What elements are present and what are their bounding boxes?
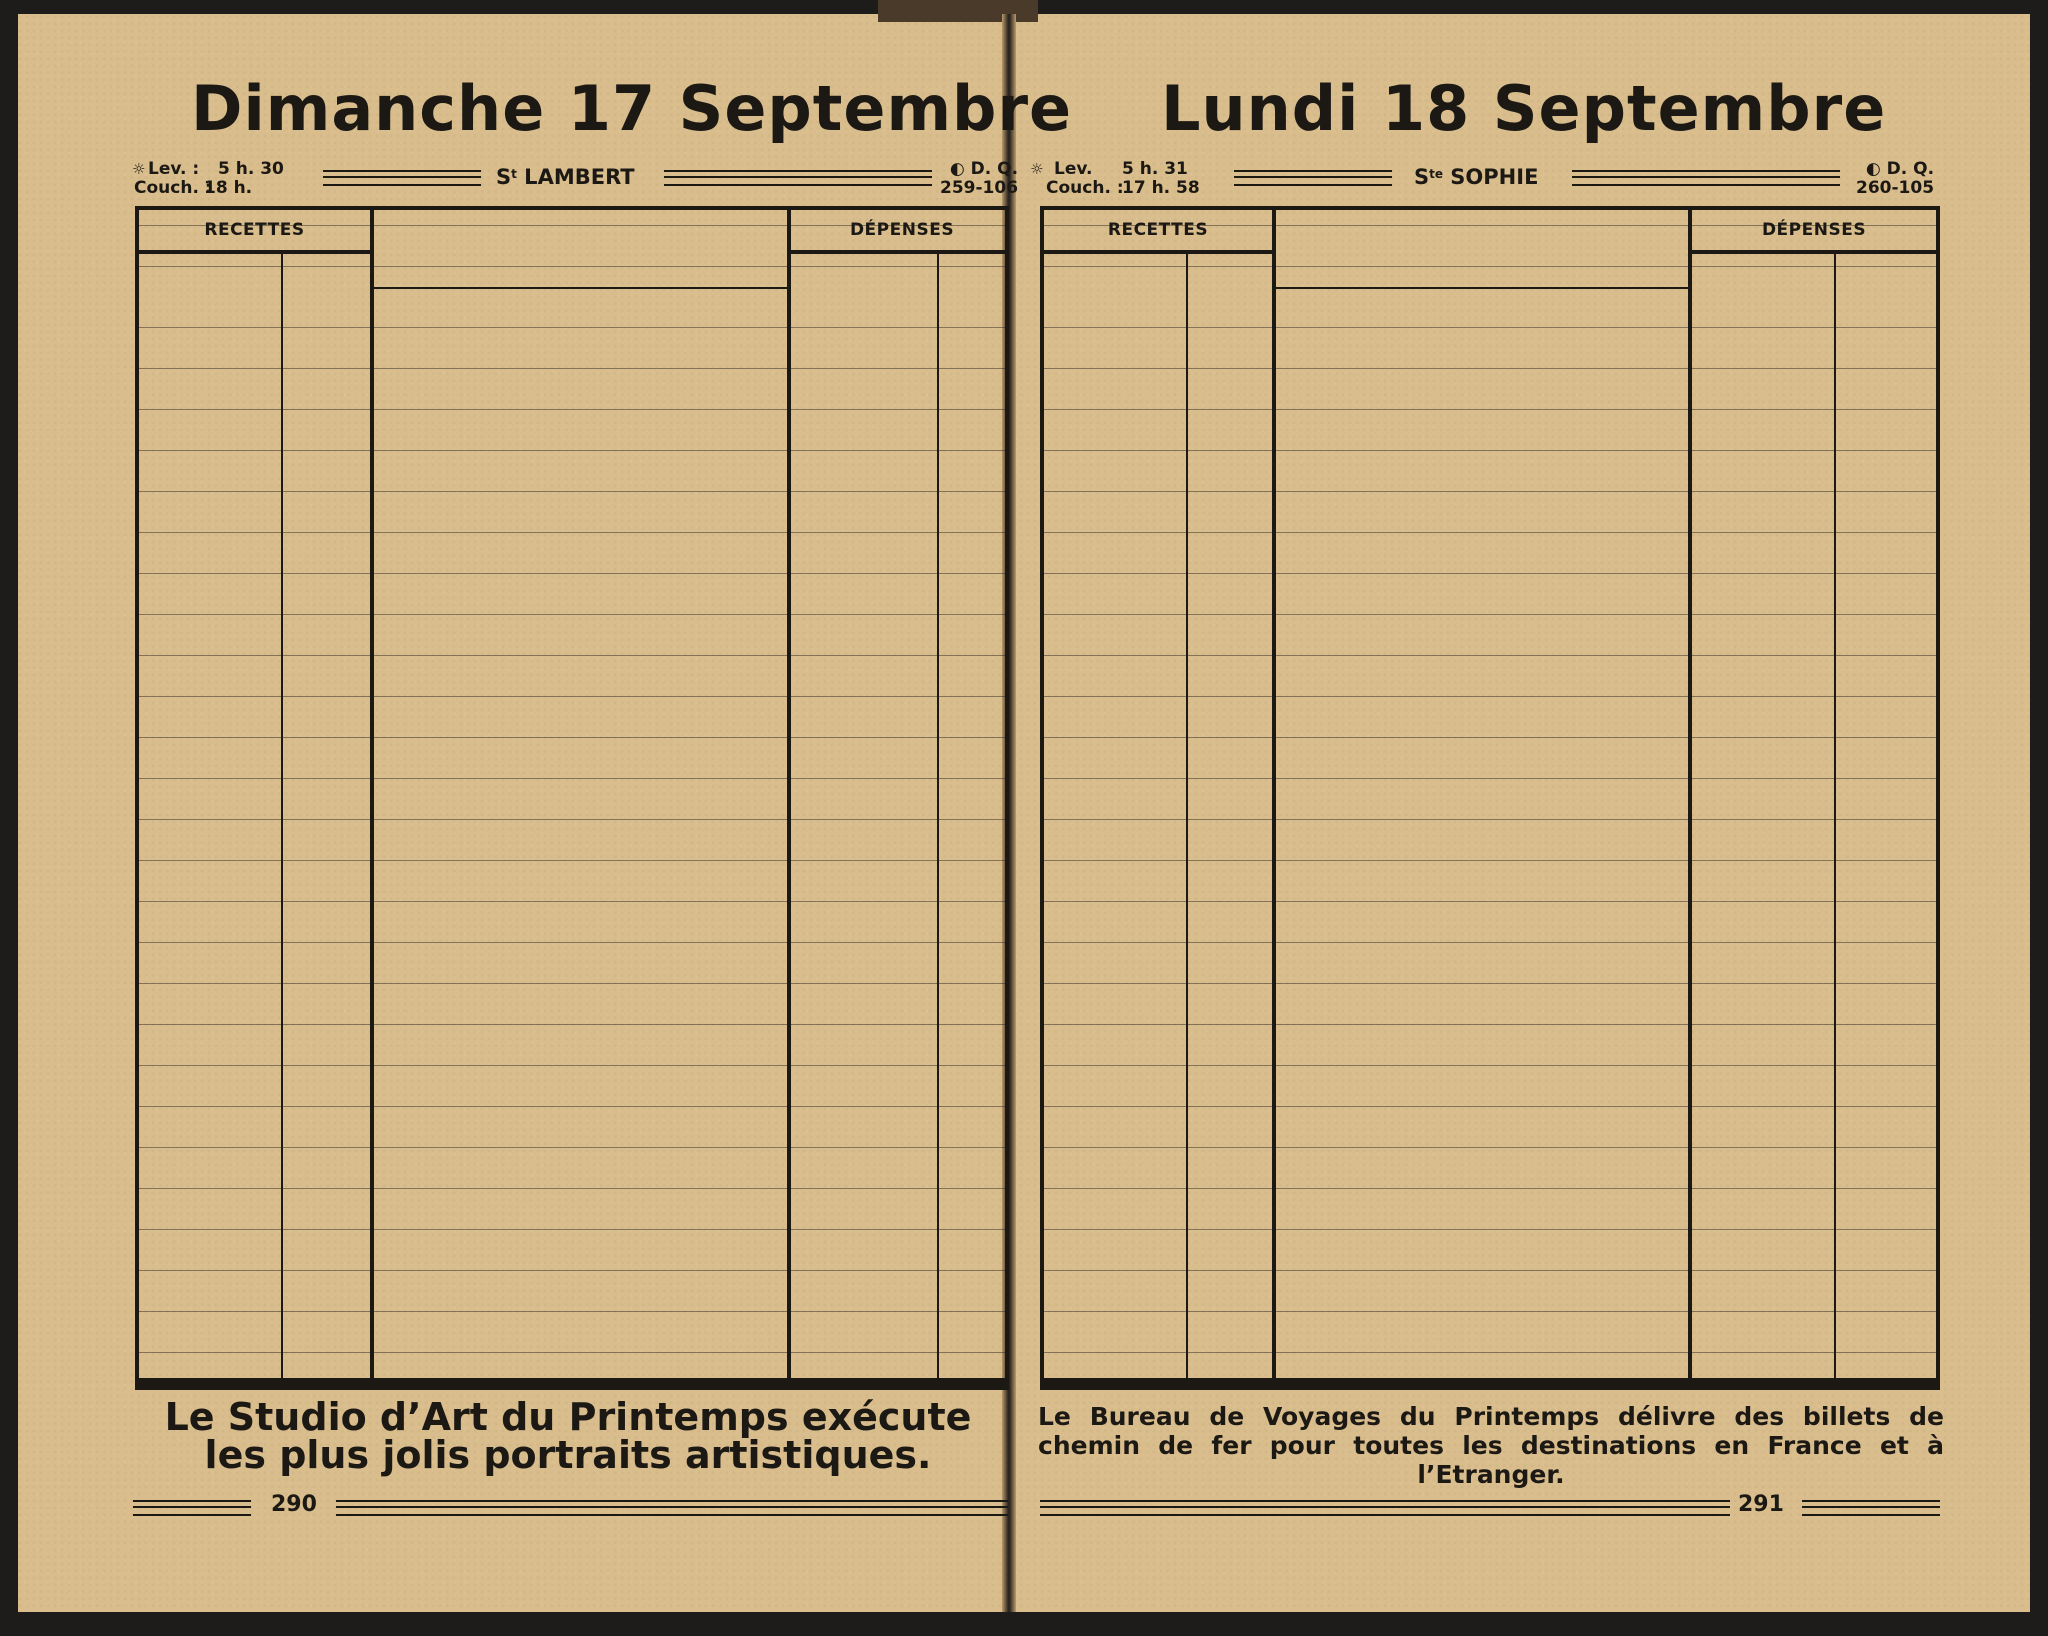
saint-of-day (1414, 165, 1538, 189)
saint-name: SOPHIE (1443, 165, 1539, 189)
page-date-title: Lundi 18 Septembre (1161, 72, 1887, 145)
ornamental-rule (664, 170, 932, 186)
sunrise-time: 5 h. 30 (218, 159, 284, 179)
sunrise-label: Lev. (1054, 159, 1093, 179)
header-underline (1044, 250, 1272, 254)
receipts-subcolumn-line (281, 254, 283, 1378)
notes-top-rule (374, 287, 787, 289)
header-underline (787, 250, 1009, 254)
accounts-table (135, 206, 1009, 1390)
sunrise-label: Lev. : (148, 159, 200, 179)
ornamental-rule (323, 170, 481, 186)
day-numbers: 260-105 (1856, 178, 1935, 198)
sunset-row (1046, 179, 1200, 198)
sun-icon: ☼ (1030, 160, 1044, 178)
sunrise-time: 5 h. 31 (1122, 159, 1188, 179)
advertisement (128, 1395, 1008, 1477)
moon-label: ◐ D. Q. (1865, 159, 1935, 179)
page-date-title: Dimanche 17 Septembre (191, 72, 1073, 145)
sunset-label: Couch. : (1046, 178, 1124, 198)
receipts-header: RECETTES (204, 220, 305, 240)
ornamental-rule (1234, 170, 1392, 186)
footer-rule (336, 1500, 1008, 1516)
sunrise-row (1046, 160, 1200, 179)
advertisement: Le Bureau de Voyages du Printemps délivre des billets de chemin de fer pour toutes les destinations en France et à l’Etranger. (1038, 1402, 1944, 1489)
receipts-header: RECETTES (1107, 220, 1209, 240)
sunrise-row (148, 160, 284, 179)
footer-rule (1040, 1500, 1730, 1516)
saint-prefix: S (496, 165, 512, 189)
receipts-subcolumn-line (1186, 254, 1188, 1378)
ornamental-rule (1572, 170, 1840, 186)
sun-times (132, 159, 284, 198)
column-divider (370, 210, 374, 1378)
expenses-subcolumn-line (1834, 254, 1836, 1378)
column-divider (787, 210, 791, 1378)
footer-rule (133, 1500, 251, 1516)
sun-times (1030, 159, 1200, 198)
column-divider (1688, 210, 1692, 1378)
expenses-header: DÉPENSES (1761, 220, 1867, 240)
notes-top-rule (1276, 287, 1688, 289)
expenses-subcolumn-line (937, 254, 939, 1378)
ad-line-2: les plus jolis portraits artistiques. (204, 1433, 932, 1477)
left-page (18, 14, 1073, 1612)
right-page (1016, 14, 2030, 1612)
accounts-table (1040, 206, 1940, 1390)
saint-name: LAMBERT (516, 165, 635, 189)
saint-suffix: te (1429, 167, 1443, 181)
moon-label: ◐ D. Q. (949, 159, 1019, 179)
saint-suffix: t (511, 167, 517, 181)
expenses-header: DÉPENSES (849, 220, 955, 240)
sunset-time: 18 h. (204, 178, 253, 198)
page-number: 290 (271, 1492, 317, 1517)
sunset-time: 17 h. 58 (1122, 178, 1200, 198)
saint-of-day (496, 165, 635, 189)
footer-rule (1802, 1500, 1940, 1516)
sunset-row (134, 178, 284, 198)
sunset-label: Couch. : (134, 178, 212, 198)
header-underline (1692, 250, 1936, 254)
column-divider (1272, 210, 1276, 1378)
day-numbers: 259-106 (940, 178, 1019, 198)
header-underline (139, 250, 370, 254)
moon-phase (940, 160, 1018, 198)
ad-line-1: Le Studio d’Art du Printemps exécute (164, 1395, 972, 1439)
page-number: 291 (1738, 1492, 1784, 1517)
sun-icon: ☼ (132, 160, 146, 178)
saint-prefix: S (1414, 165, 1430, 189)
moon-phase (1856, 160, 1934, 198)
